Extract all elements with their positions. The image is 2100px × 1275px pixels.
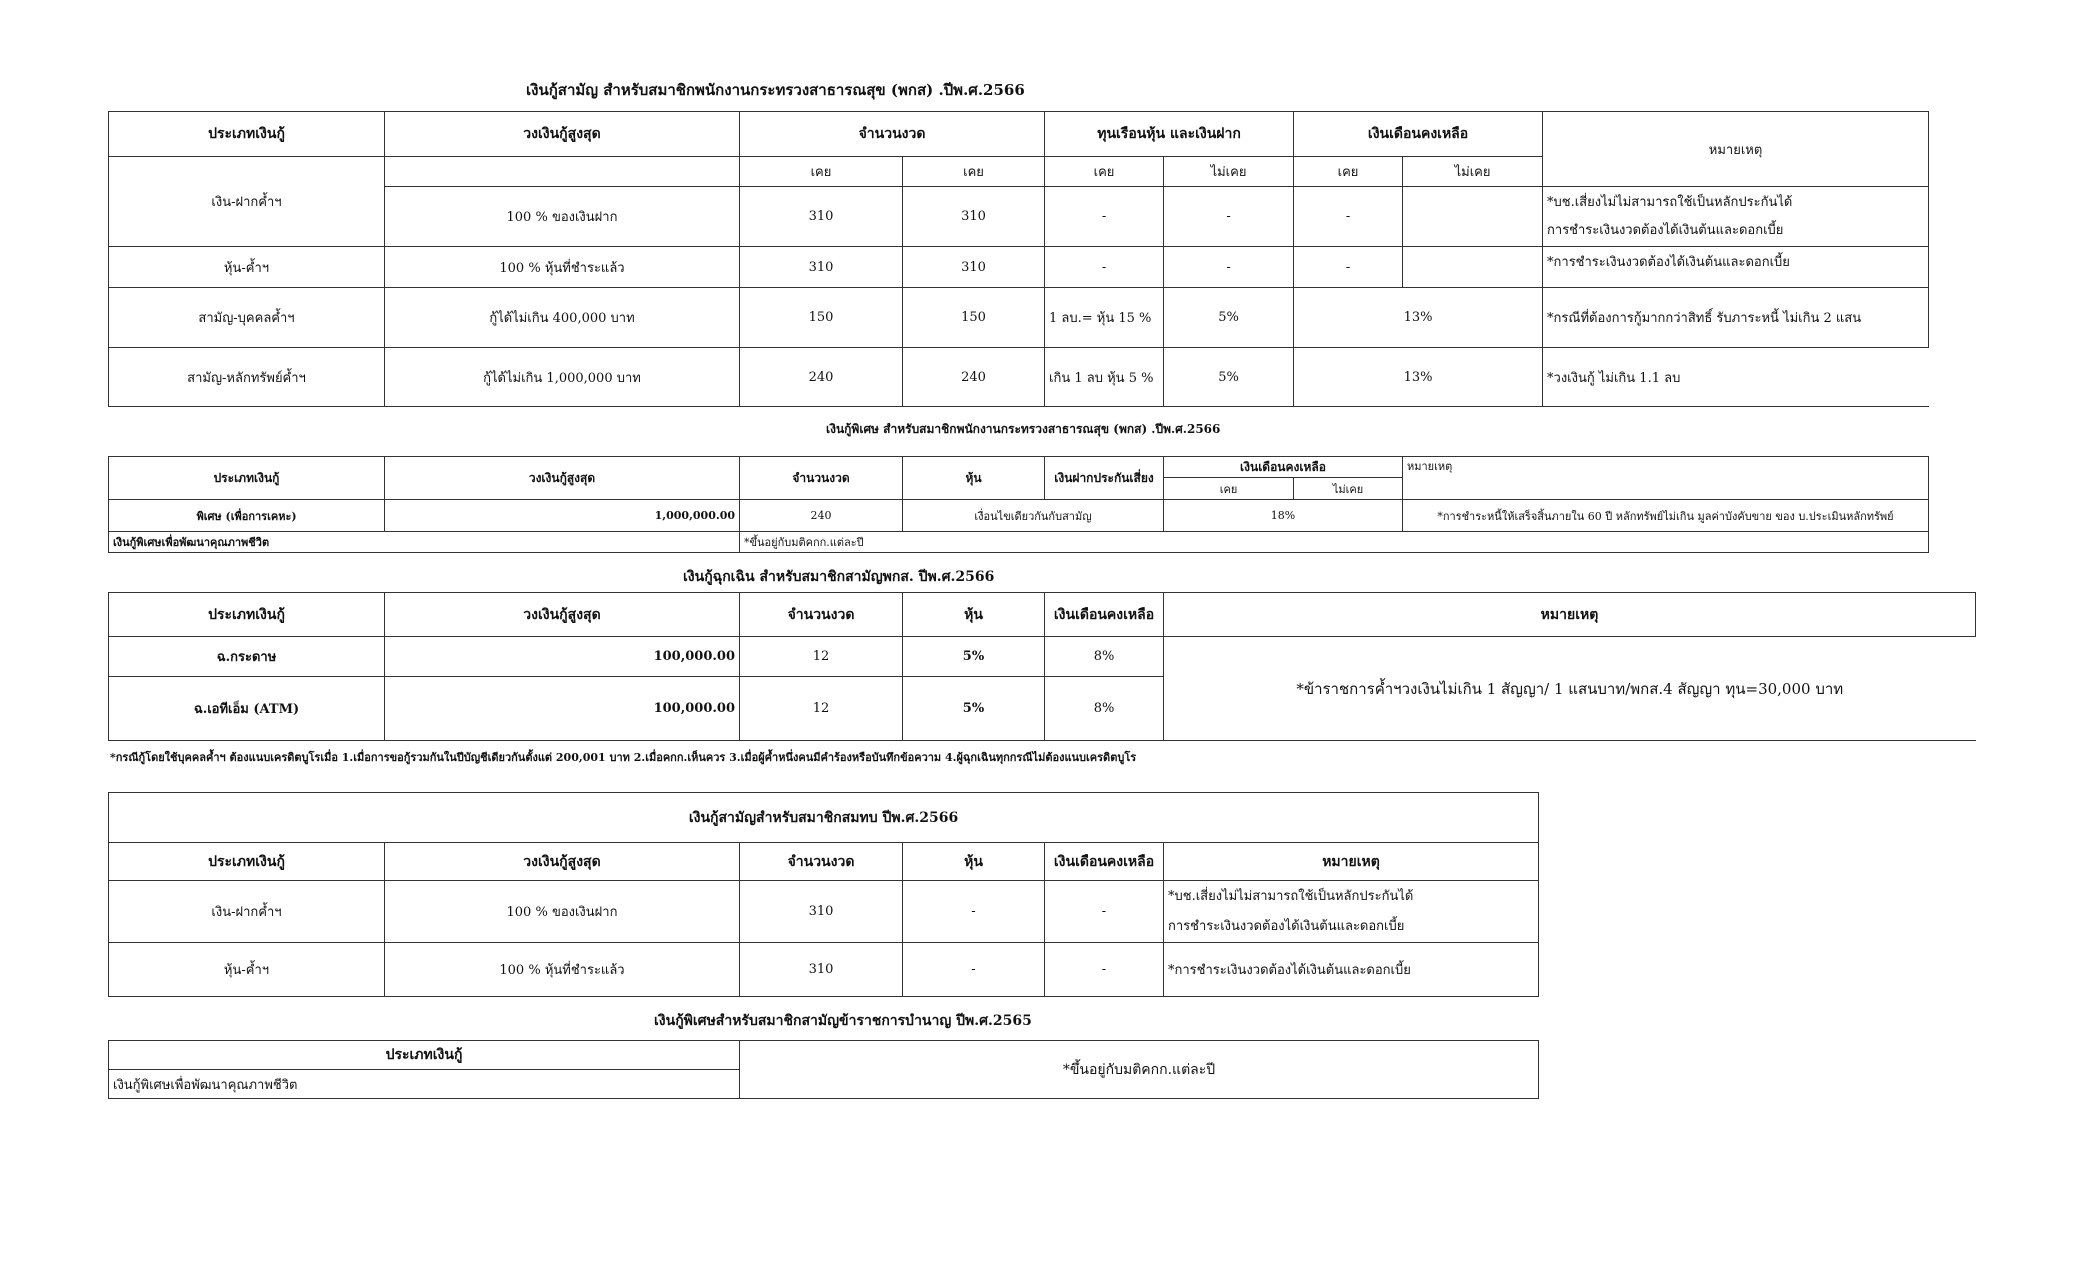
header-max: วงเงินกู้สูงสุด	[385, 843, 740, 881]
row-s2: -	[1164, 187, 1294, 247]
header-installments: จำนวนงวด	[740, 457, 903, 500]
row-installments: 240	[740, 500, 903, 532]
row-i1: 310	[740, 187, 903, 247]
row-salary: 8%	[1045, 637, 1164, 677]
row-shares: 5%	[903, 677, 1045, 741]
row-note: *ขึ้นอยู่กับมติคกก.แต่ละปี	[740, 1041, 1539, 1099]
remark-line: *บช.เสี่ยงไม่ไม่สามารถใช้เป็นหลักประกันได้	[1547, 194, 1793, 210]
row-remark: *วงเงินกู้ ไม่เกิน 1.1 ลบ	[1543, 348, 1929, 407]
sub-header: เคย	[1045, 157, 1164, 187]
row-type: เงินกู้พิเศษเพื่อพัฒนาคุณภาพชีวิต	[109, 1070, 740, 1099]
header-salary: เงินเดือนคงเหลือ	[1045, 843, 1164, 881]
row-s1: -	[1045, 187, 1164, 247]
header-type: ประเภทเงินกู้	[109, 457, 385, 500]
header-type: ประเภทเงินกู้	[109, 843, 385, 881]
row-salary: 13%	[1294, 348, 1543, 407]
empty-cell	[385, 157, 740, 187]
row-s1: เกิน 1 ลบ หุ้น 5 %	[1045, 348, 1164, 407]
row-type: เงิน-ฝากค้ำฯ	[109, 881, 385, 943]
row-remark: *การชำระเงินงวดต้องได้เงินต้นและดอกเบี้ย	[1164, 943, 1539, 997]
row-remark: *การชำระเงินงวดต้องได้เงินต้นและดอกเบี้ย	[1543, 247, 1929, 288]
sub-header: ไม่เคย	[1294, 478, 1403, 500]
row-remark: *การชำระหนี้ให้เสร็จสิ้นภายใน 60 ปี หลักทรัพย์ไม่เกิน มูลค่าบังคับขาย ของ บ.ประเมินหลักทรัพย์	[1403, 500, 1929, 532]
section4-table	[108, 792, 1539, 997]
row-remark: *กรณีที่ต้องการกู้มากกว่าสิทธิ์ รับภาระหนี้ ไม่เกิน 2 แสน	[1543, 288, 1929, 348]
row-i2: 150	[903, 288, 1045, 348]
row-r1: -	[1294, 247, 1403, 288]
row-salary: 18%	[1164, 500, 1403, 532]
row-salary: 8%	[1045, 677, 1164, 741]
row-i1: 310	[740, 247, 903, 288]
header-type: ประเภทเงินกู้	[109, 593, 385, 637]
row-max: 100 % หุ้นที่ชำระแล้ว	[385, 943, 740, 997]
row-s1: 1 ลบ.= หุ้น 15 %	[1045, 288, 1164, 348]
row-type: หุ้น-ค้ำฯ	[109, 943, 385, 997]
header-shares: หุ้น	[903, 457, 1045, 500]
row-type: ฉ.เอทีเอ็ม (ATM)	[109, 677, 385, 741]
row-note: *ขึ้นอยู่กับมติคกก.แต่ละปี	[740, 532, 1929, 553]
row-remark	[1164, 881, 1539, 943]
header-max: วงเงินกู้สูงสุด	[385, 112, 740, 157]
row-shares: -	[903, 943, 1045, 997]
sub-header: เคย	[740, 157, 903, 187]
row-remark: *ข้าราชการค้ำฯวงเงินไม่เกิน 1 สัญญา/ 1 แสนบาท/พกส.4 สัญญา ทุน=30,000 บาท	[1164, 637, 1976, 741]
header-installments: จำนวนงวด	[740, 843, 903, 881]
row-type: หุ้น-ค้ำฯ	[109, 247, 385, 288]
row-max: กู้ได้ไม่เกิน 1,000,000 บาท	[385, 348, 740, 407]
row-type: สามัญ-บุคคลค้ำฯ	[109, 288, 385, 348]
row-i2: 310	[903, 247, 1045, 288]
row-max: 100 % หุ้นที่ชำระแล้ว	[385, 247, 740, 288]
sub-header: เคย	[903, 157, 1045, 187]
header-type: ประเภทเงินกู้	[109, 1041, 740, 1070]
row-type: พิเศษ (เพื่อการเคหะ)	[109, 500, 385, 532]
row-s2: 5%	[1164, 348, 1294, 407]
section3-table	[108, 592, 1976, 741]
header-max: วงเงินกู้สูงสุด	[385, 593, 740, 637]
row-type: เงินกู้พิเศษเพื่อพัฒนาคุณภาพชีวิต	[109, 532, 740, 553]
section4-title: เงินกู้สามัญสำหรับสมาชิกสมทบ ปีพ.ศ.2566	[109, 793, 1539, 843]
row-i2: 240	[903, 348, 1045, 407]
sub-header: ไม่เคย	[1403, 157, 1543, 187]
section5-title: เงินกู้พิเศษสำหรับสมาชิกสามัญข้าราชการบำนาญ ปีพ.ศ.2565	[654, 1013, 1032, 1029]
remark-line: การชำระเงินงวดต้องได้เงินต้นและดอกเบี้ย	[1168, 918, 1405, 934]
row-s2: 5%	[1164, 288, 1294, 348]
row-max: 100,000.00	[385, 677, 740, 741]
header-installments: จำนวนงวด	[740, 112, 1045, 157]
row-s2: -	[1164, 247, 1294, 288]
row-i1: 240	[740, 348, 903, 407]
row-installments: 310	[740, 943, 903, 997]
row-salary: 13%	[1294, 288, 1543, 348]
row-max: 100,000.00	[385, 637, 740, 677]
section2-title: เงินกู้พิเศษ สำหรับสมาชิกพนักงานกระทรวงสาธารณสุข (พกส) .ปีพ.ศ.2566	[826, 422, 1221, 436]
row-type: เงิน-ฝากค้ำฯ	[109, 157, 385, 247]
row-remark	[1543, 187, 1929, 247]
sub-header: เคย	[1294, 157, 1403, 187]
header-remark: หมายเหตุ	[1164, 843, 1539, 881]
row-i1: 150	[740, 288, 903, 348]
section1-table	[108, 111, 1929, 407]
row-condition: เงื่อนไขเดียวกันกับสามัญ	[903, 500, 1164, 532]
header-deposit: เงินฝากประกันเสี่ยง	[1045, 457, 1164, 500]
header-salary: เงินเดือนคงเหลือ	[1045, 593, 1164, 637]
row-r2	[1403, 187, 1543, 247]
header-shares: หุ้น	[903, 843, 1045, 881]
row-r1: -	[1294, 187, 1403, 247]
header-remark: หมายเหตุ	[1403, 457, 1929, 500]
row-i2: 310	[903, 187, 1045, 247]
section5-table	[108, 1040, 1539, 1099]
sub-header: ไม่เคย	[1164, 157, 1294, 187]
row-type: ฉ.กระดาษ	[109, 637, 385, 677]
row-salary: -	[1045, 881, 1164, 943]
header-max: วงเงินกู้สูงสุด	[385, 457, 740, 500]
remark-line: การชำระเงินงวดต้องได้เงินต้นและดอกเบี้ย	[1547, 222, 1784, 238]
header-remark: หมายเหตุ	[1543, 112, 1929, 187]
remark-line: *บช.เสี่ยงไม่ไม่สามารถใช้เป็นหลักประกันได้	[1168, 888, 1414, 904]
row-installments: 310	[740, 881, 903, 943]
header-shares: ทุนเรือนหุ้น และเงินฝาก	[1045, 112, 1294, 157]
row-installments: 12	[740, 677, 903, 741]
row-shares: -	[903, 881, 1045, 943]
sub-header: เคย	[1164, 478, 1294, 500]
header-salary: เงินเดือนคงเหลือ	[1164, 457, 1403, 478]
row-shares: 5%	[903, 637, 1045, 677]
row-max: 100 % ของเงินฝาก	[385, 187, 740, 247]
row-max: 1,000,000.00	[385, 500, 740, 532]
section3-footnote: *กรณีกู้โดยใช้บุคคลค้ำฯ ต้องแนบเครดิตบูโรเมื่อ 1.เมื่อการขอกู้รวมกันในปีบัญชีเดียวกันตั้งแต่ 200,001 บาท 2.เมื่อคกก.เห็นควร 3.เมื่อผู้ค้ำหนึ่งคนมีคำร้องหรือบันทึกข้อความ 4.ผู้ฉุกเฉินทุกกรณีไม่ต้องแนบเครดิตบูโร	[110, 751, 1137, 764]
row-type: สามัญ-หลักทรัพย์ค้ำฯ	[109, 348, 385, 407]
header-shares: หุ้น	[903, 593, 1045, 637]
row-installments: 12	[740, 637, 903, 677]
row-salary: -	[1045, 943, 1164, 997]
section3-title: เงินกู้ฉุกเฉิน สำหรับสมาชิกสามัญพกส. ปีพ.ศ.2566	[683, 569, 995, 585]
header-remark: หมายเหตุ	[1164, 593, 1976, 637]
header-type: ประเภทเงินกู้	[109, 112, 385, 157]
row-max: กู้ได้ไม่เกิน 400,000 บาท	[385, 288, 740, 348]
row-r2	[1403, 247, 1543, 288]
header-installments: จำนวนงวด	[740, 593, 903, 637]
row-max: 100 % ของเงินฝาก	[385, 881, 740, 943]
section2-table	[108, 456, 1929, 553]
section1-title: เงินกู้สามัญ สำหรับสมาชิกพนักงานกระทรวงสาธารณสุข (พกส) .ปีพ.ศ.2566	[526, 81, 1025, 99]
header-salary: เงินเดือนคงเหลือ	[1294, 112, 1543, 157]
row-s1: -	[1045, 247, 1164, 288]
